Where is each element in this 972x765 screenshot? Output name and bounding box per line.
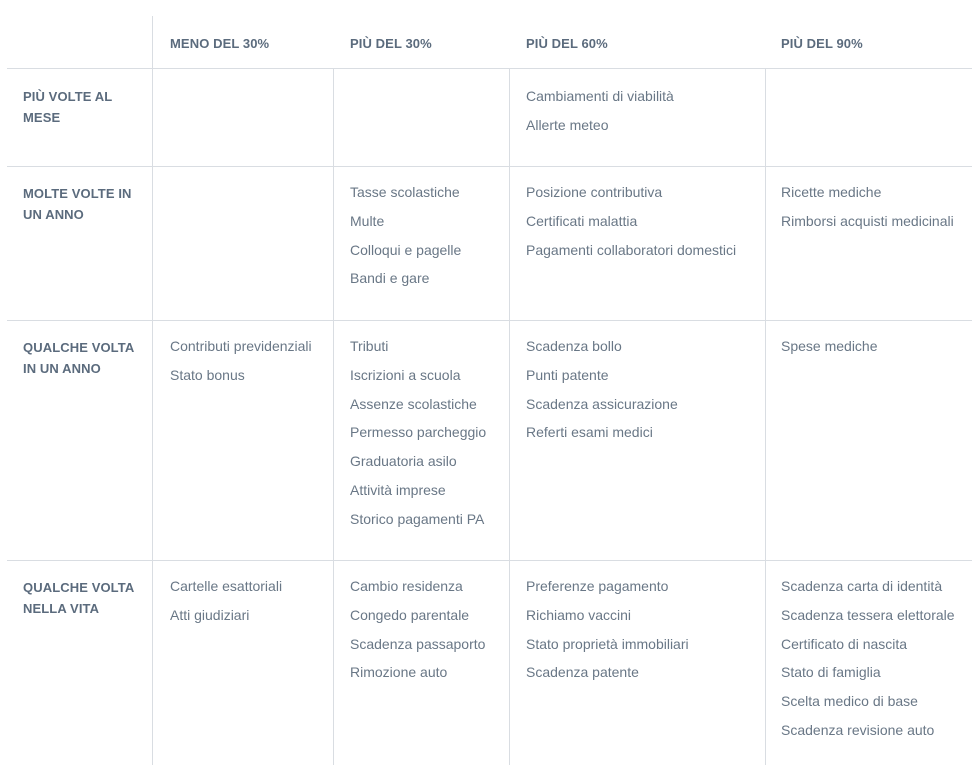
service-item: Tasse scolastiche xyxy=(350,184,460,200)
service-item: Rimozione auto xyxy=(350,664,448,681)
service-item: Atti giudiziari xyxy=(170,606,250,623)
column-header-piu-90: PIÙ DEL 90% xyxy=(781,36,863,51)
service-item: Permesso parcheggio xyxy=(350,424,487,441)
service-item: Tributi xyxy=(350,338,389,354)
row-divider xyxy=(7,320,972,321)
table-cell xyxy=(350,572,485,687)
table-cell xyxy=(170,332,312,390)
table-cell xyxy=(526,572,689,687)
service-item: Referti esami medici xyxy=(526,424,653,441)
service-item: Cambio residenza xyxy=(350,578,463,594)
service-item: Attività imprese xyxy=(350,481,446,498)
service-item: Iscrizioni a scuola xyxy=(350,366,461,383)
service-item: Contributi previdenziali xyxy=(170,338,312,354)
service-item: Congedo parentale xyxy=(350,606,470,623)
row-header-molte-volte-in-un-anno: MOLTE VOLTE IN UN ANNO xyxy=(23,186,132,222)
service-item: Scadenza assicurazione xyxy=(526,395,678,412)
row-divider xyxy=(7,68,972,69)
table-cell xyxy=(350,332,486,534)
service-item: Spese mediche xyxy=(781,338,878,354)
service-item: Multe xyxy=(350,212,385,229)
service-item: Posizione contributiva xyxy=(526,184,663,200)
column-divider xyxy=(765,68,766,765)
row-divider xyxy=(7,560,972,561)
service-item: Richiamo vaccini xyxy=(526,606,632,623)
column-header-meno-30: MENO DEL 30% xyxy=(170,36,270,51)
row-divider xyxy=(7,166,972,167)
service-item: Scadenza patente xyxy=(526,664,639,681)
column-header-piu-30: PIÙ DEL 30% xyxy=(350,36,432,51)
column-divider xyxy=(152,16,153,765)
row-header-piu-volte-al-mese: PIÙ VOLTE AL MESE xyxy=(23,89,113,125)
service-item: Allerte meteo xyxy=(526,116,609,133)
table-cell xyxy=(170,572,282,630)
service-item: Stato di famiglia xyxy=(781,664,881,681)
service-item: Certificati malattia xyxy=(526,212,638,229)
service-item: Assenze scolastiche xyxy=(350,395,477,412)
service-item: Scadenza revisione auto xyxy=(781,721,935,738)
service-item: Pagamenti collaboratori domestici xyxy=(526,241,737,258)
table-cell xyxy=(781,332,878,361)
service-item: Certificato di nascita xyxy=(781,635,908,652)
table-cell xyxy=(350,178,461,293)
service-item: Scadenza bollo xyxy=(526,338,622,354)
table-cell xyxy=(526,332,678,447)
column-divider xyxy=(333,68,334,765)
column-header-piu-60: PIÙ DEL 60% xyxy=(526,36,608,51)
service-item: Graduatoria asilo xyxy=(350,453,457,470)
table-cell xyxy=(526,178,736,264)
service-item: Cartelle esattoriali xyxy=(170,578,283,594)
service-item: Bandi e gare xyxy=(350,270,430,287)
column-divider xyxy=(509,68,510,765)
table-cell xyxy=(781,572,955,745)
service-item: Storico pagamenti PA xyxy=(350,510,485,527)
service-item: Colloqui e pagelle xyxy=(350,241,462,258)
table-cell xyxy=(781,178,954,236)
row-header-qualche-volta-nella-vita: QUALCHE VOLTA NELLA VITA xyxy=(23,580,134,616)
service-item: Scadenza passaporto xyxy=(350,635,486,652)
service-item: Stato bonus xyxy=(170,366,245,383)
row-header-qualche-volta-in-un-anno: QUALCHE VOLTA IN UN ANNO xyxy=(23,340,134,376)
service-item: Ricette mediche xyxy=(781,184,882,200)
service-item: Stato proprietà immobiliari xyxy=(526,635,689,652)
service-item: Rimborsi acquisti medicinali xyxy=(781,212,954,229)
service-item: Punti patente xyxy=(526,366,609,383)
service-item: Scadenza carta di identità xyxy=(781,578,943,594)
table-cell xyxy=(526,82,674,140)
service-item: Preferenze pagamento xyxy=(526,578,669,594)
service-item: Scelta medico di base xyxy=(781,693,918,710)
service-item: Cambiamenti di viabilità xyxy=(526,88,674,104)
service-item: Scadenza tessera elettorale xyxy=(781,606,955,623)
